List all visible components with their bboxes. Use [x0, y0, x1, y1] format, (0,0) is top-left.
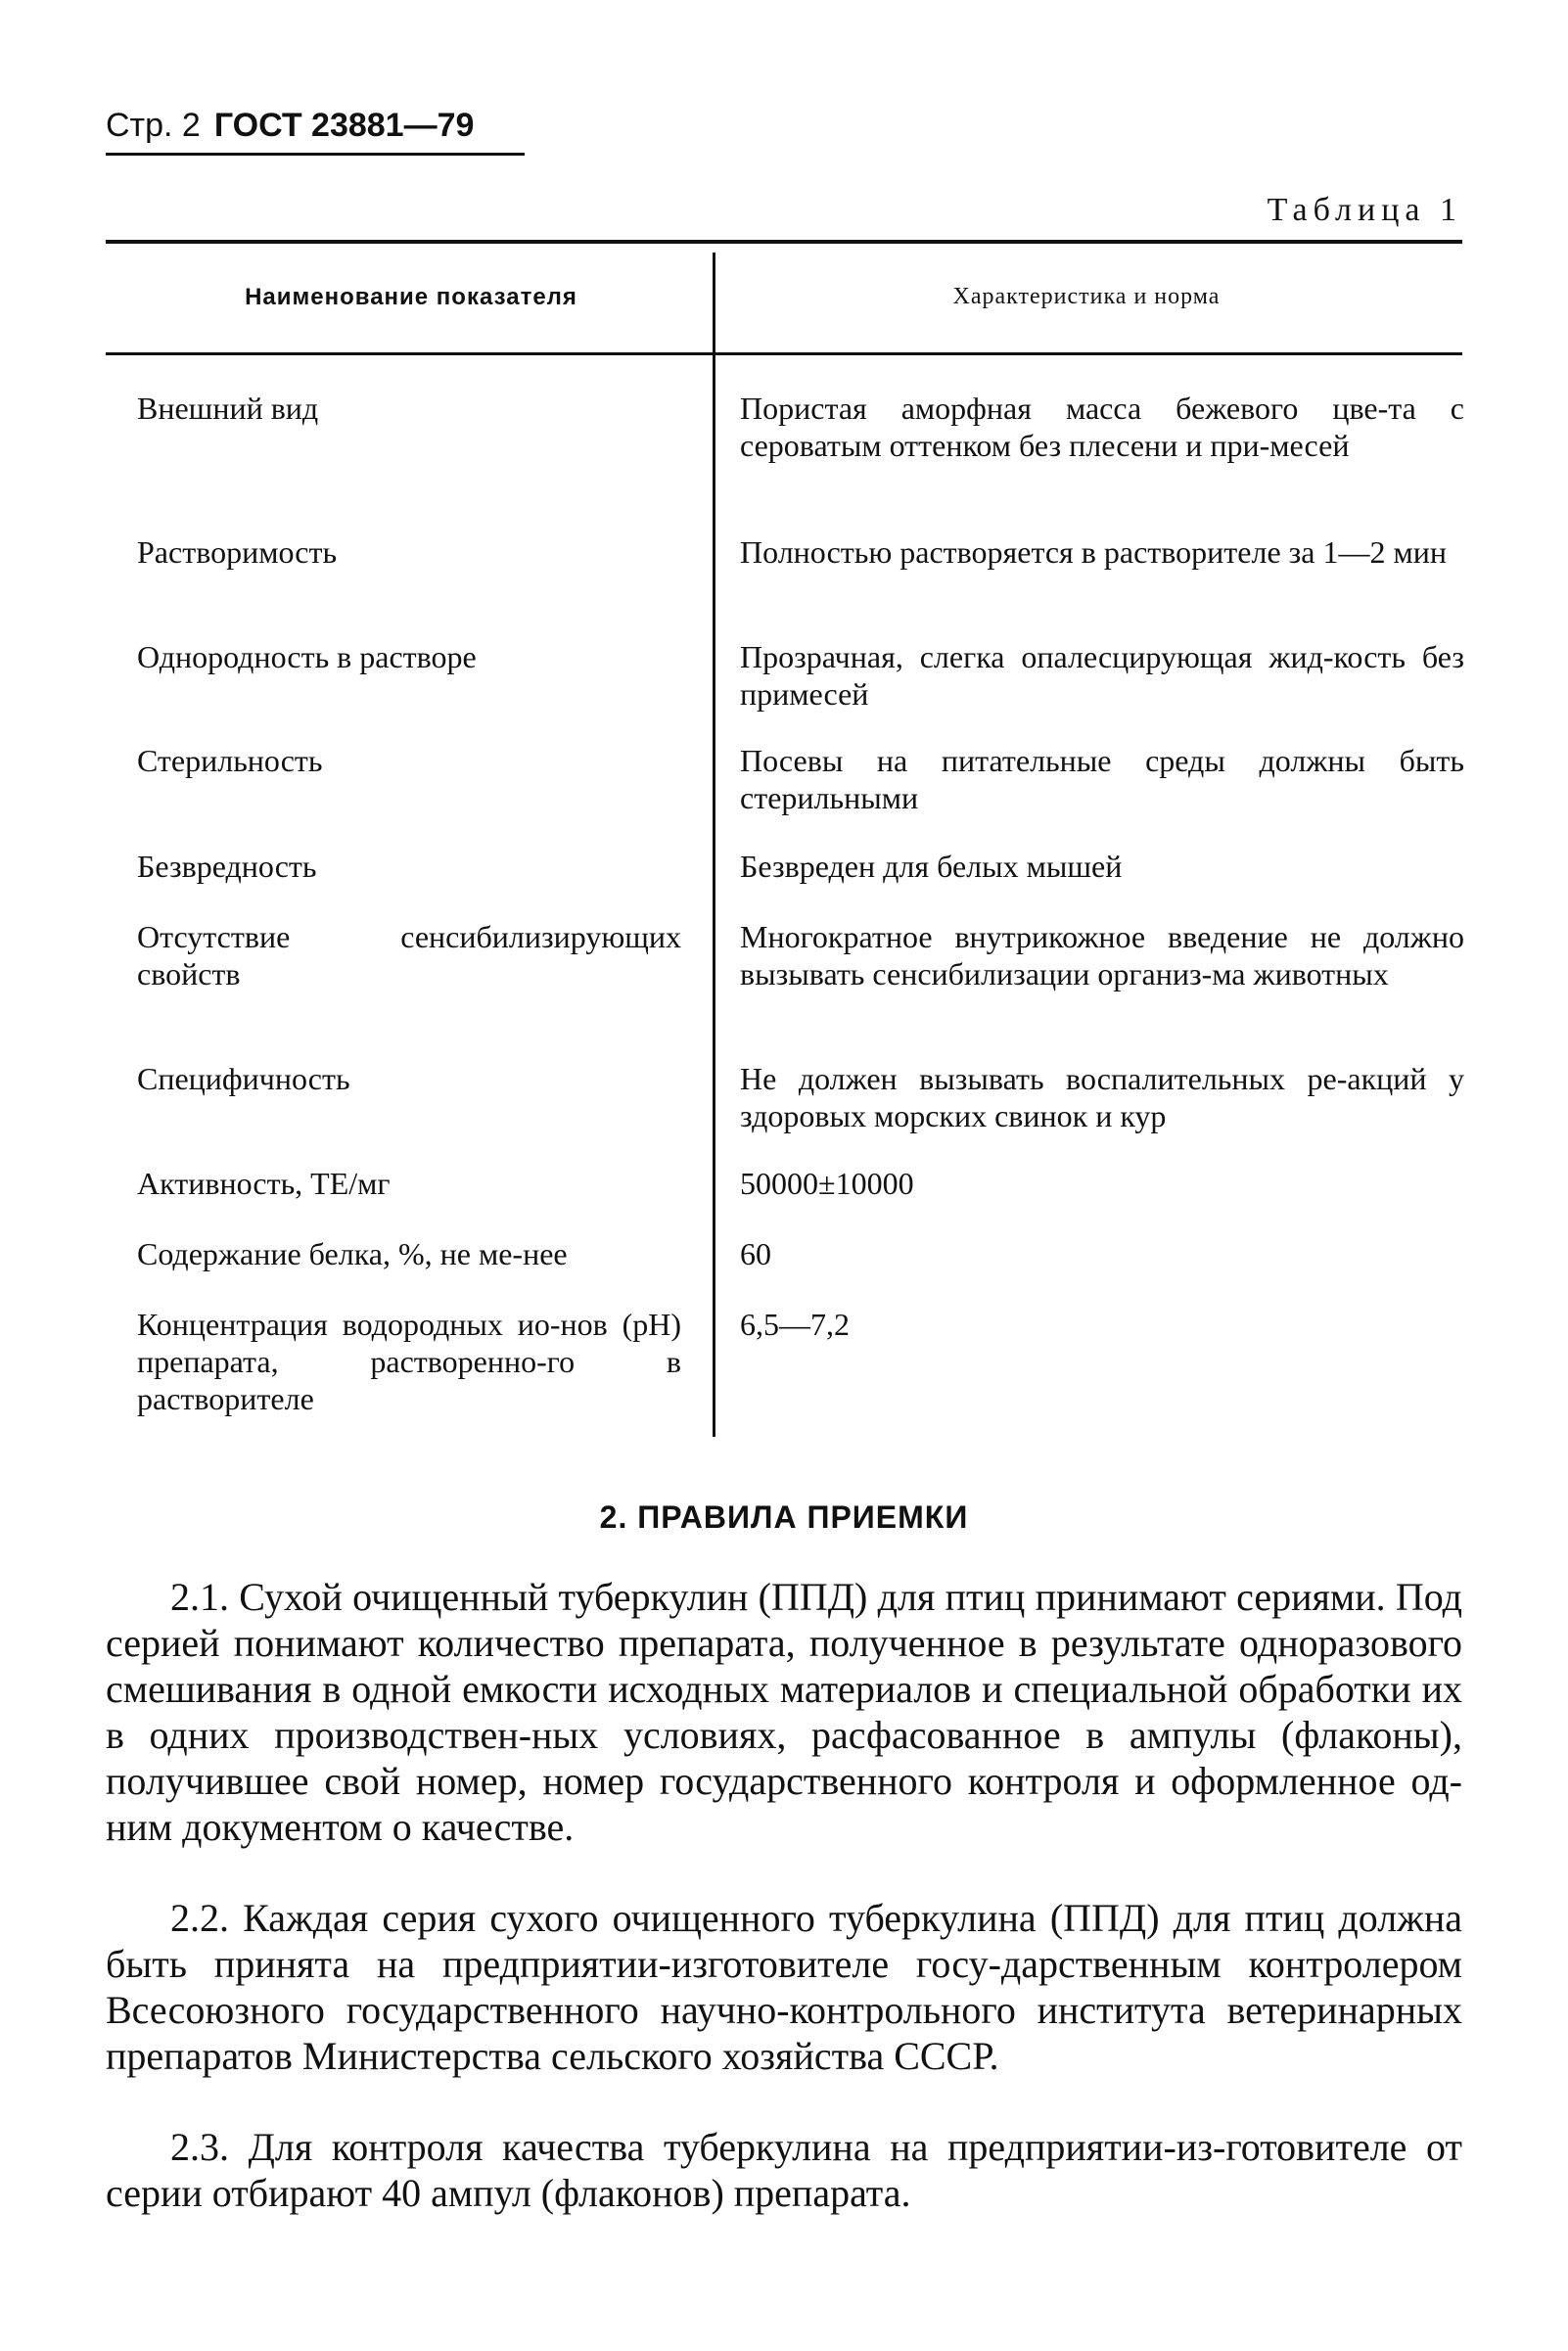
- header-text: [106, 106, 527, 145]
- row-name: Концентрация водородных ио-нов (pH) препарата, растворенно-го в растворителе: [137, 1307, 681, 1416]
- paragraph: 2.3. Для контроля качества туберкулина на предприятии-из-готовителе от серии отбирают 40 ампул (флаконов) препарата.: [106, 2125, 1462, 2215]
- row-value: Не должен вызывать воспалительных ре-акций у здоровых морских свинок и кур: [740, 1061, 1464, 1133]
- table-column-divider: [713, 253, 715, 1437]
- row-name: Активность, ТЕ/мг: [137, 1166, 391, 1201]
- row-name: Однородность в растворе: [137, 639, 477, 674]
- row-value: Полностью растворяется в растворителе за 1—2 мин: [740, 534, 1447, 570]
- row-name: Внешний вид: [137, 391, 319, 426]
- paragraph: 2.2. Каждая серия сухого очищенного туберкулина (ППД) для птиц должна быть принята на предприятии-изготовителе госу-дарственным контролером Всесоюзного государственного научно-контрольного института ветеринарных препаратов Министерства сельского хозяйства СССР.: [106, 1896, 1462, 2078]
- row-name: Содержание белка, %, не ме-нее: [137, 1236, 568, 1271]
- row-name: Безвредность: [137, 849, 317, 884]
- row-name: Растворимость: [137, 534, 338, 570]
- row-name: Специфичность: [137, 1061, 350, 1096]
- row-value: 50000±10000: [740, 1166, 914, 1201]
- page-number: Стр. 2: [106, 107, 201, 144]
- row-value: Посевы на питательные среды должны быть стерильными: [740, 743, 1464, 815]
- row-value: 6,5—7,2: [740, 1307, 850, 1342]
- row-value: Безвреден для белых мышей: [740, 849, 1123, 884]
- table-header-rule: [106, 352, 1462, 355]
- standard-number: ГОСТ 23881—79: [213, 107, 475, 144]
- row-name: Отсутствие сенсибилизирующих свойств: [137, 919, 681, 991]
- row-name: Стерильность: [137, 743, 323, 778]
- row-value: 60: [740, 1236, 771, 1271]
- section-title: 2. ПРАВИЛА ПРИЕМКИ: [599, 1499, 969, 1535]
- column-header-value: Характеристика и норма: [952, 284, 1221, 309]
- column-header-name: Наименование показателя: [245, 284, 577, 310]
- row-value: Прозрачная, слегка опалесцирующая жид-кость без примесей: [740, 639, 1464, 712]
- header-rule: [106, 153, 525, 156]
- table-top-rule: [106, 240, 1462, 244]
- row-value: Многократное внутрикожное введение не должно вызывать сенсибилизации организ-ма животных: [740, 919, 1464, 991]
- row-value: Пористая аморфная масса бежевого цве-та с сероватым оттенком без плесени и при-месей: [740, 391, 1464, 463]
- table-label: Таблица 1: [1267, 192, 1462, 228]
- page-header: [106, 106, 527, 157]
- paragraph: 2.1. Сухой очищенный туберкулин (ППД) для птиц принимают сериями. Под серией понимают количество препарата, полученное в результате одноразового смешивания в одной емкости исходных материалов и специальной обработки их в одних производствен-ных условиях, расфасованное в ампулы (флаконы), получившее свой номер, номер государственного контроля и оформленное од-ним документом о качестве.: [106, 1575, 1462, 1849]
